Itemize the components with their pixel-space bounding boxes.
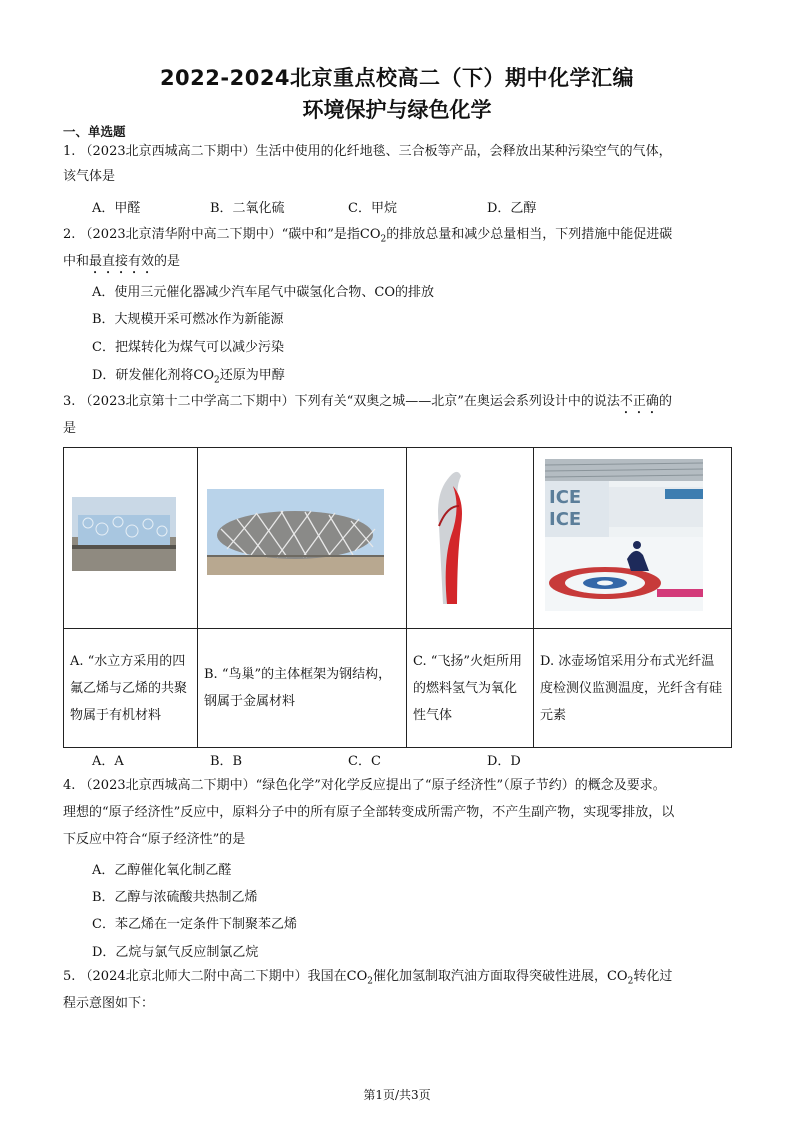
q1-option-d: D．乙醇 — [487, 201, 537, 216]
q3-option-b: B．B — [210, 754, 243, 769]
ice-sign-text: ICE — [549, 487, 582, 508]
q4-stem-line2: 理想的“原子经济性”反应中，原料分子中的所有原子全部转变成所需产物，不产生副产物，实现零排放，以 — [63, 805, 675, 820]
page-footer: 第1页/共3页 — [363, 1088, 431, 1102]
section-heading: 一、单选题 — [63, 124, 126, 139]
q4-option-d: D．乙烷与氯气反应制氯乙烷 — [92, 945, 259, 960]
q2-option-a: A．使用三元催化器减少汽车尾气中碳氢化合物、CO的排放 — [92, 285, 434, 300]
q2-option-d: D．研发催化剂将$CO_2$还原为甲醇 — [92, 368, 285, 386]
ice-sign-text-2: ICE — [549, 509, 582, 530]
q5-stem-line1: 5. （2024北京北师大二附中高二下期中）我国在$CO_2$催化加氢制取汽油方面取得突破性进展，$CO_2$转化过 — [63, 969, 673, 987]
q2-stem-line2: 中和最直接有效的是 — [63, 254, 181, 269]
q4-option-c: C．苯乙烯在一定条件下制聚苯乙烯 — [92, 917, 297, 932]
q3-cell-a: A. “水立方采用的四氟乙烯与乙烯的共聚物属于有机材料 — [64, 629, 198, 748]
q2-option-c: C．把煤转化为煤气可以减少污染 — [92, 340, 284, 355]
torch-photo — [407, 448, 534, 629]
q3-option-c: C．C — [348, 754, 381, 769]
q1-option-b: B．二氧化硫 — [210, 201, 285, 216]
water-cube-photo — [64, 448, 198, 629]
q4-stem-line3: 下反应中符合“原子经济性”的是 — [63, 832, 246, 847]
q3-option-a: A．A — [92, 754, 124, 769]
document-subtitle: 环境保护与绿色化学 — [302, 98, 492, 122]
q4-option-b: B．乙醇与浓硫酸共热制乙烯 — [92, 890, 258, 905]
q3-table — [63, 447, 732, 748]
q1-stem-line2: 该气体是 — [63, 169, 116, 184]
q3-option-d: D．D — [487, 754, 521, 769]
q3-stem-line1: 3. （2023北京第十二中学高二下期中）下列有关“双奥之城——北京”在奥运会系列设计中的说法不正确的 — [63, 394, 672, 409]
q4-stem-line1: 4. （2023北京西城高二下期中）“绿色化学”对化学反应提出了“原子经济性”（原子节约）的概念及要求。 — [63, 778, 666, 793]
q1-option-c: C．甲烷 — [348, 201, 397, 216]
q4-option-a: A．乙醇催化氧化制乙醛 — [92, 863, 232, 878]
q3-cell-d: D. 冰壶场馆采用分布式光纤温度检测仪监测温度，光纤含有硅元素 — [534, 629, 732, 748]
birds-nest-photo — [198, 448, 407, 629]
q5-stem-line2: 程示意图如下： — [63, 996, 155, 1011]
q1-stem-line1: 1. （2023北京西城高二下期中）生活中使用的化纤地毯、三合板等产品，会释放出某种污染空气的气体， — [63, 144, 672, 159]
q2-stem-line1: 2. （2023北京清华附中高二下期中）“碳中和”是指$CO_2$的排放总量和减少总量相当，下列措施中能促进碳 — [63, 227, 673, 245]
q3-cell-c: C. “飞扬”火炬所用的燃料氢气为氧化性气体 — [407, 629, 534, 748]
q1-option-a: A．甲醛 — [92, 201, 141, 216]
ice-arena-photo — [534, 448, 732, 629]
q2-option-b: B．大规模开采可燃冰作为新能源 — [92, 312, 284, 327]
document-title: 2022-2024北京重点校高二（下）期中化学汇编 — [159, 66, 635, 90]
q3-stem-line2: 是 — [63, 421, 77, 436]
q3-cell-b: B. “鸟巢”的主体框架为钢结构，钢属于金属材料 — [198, 629, 407, 748]
